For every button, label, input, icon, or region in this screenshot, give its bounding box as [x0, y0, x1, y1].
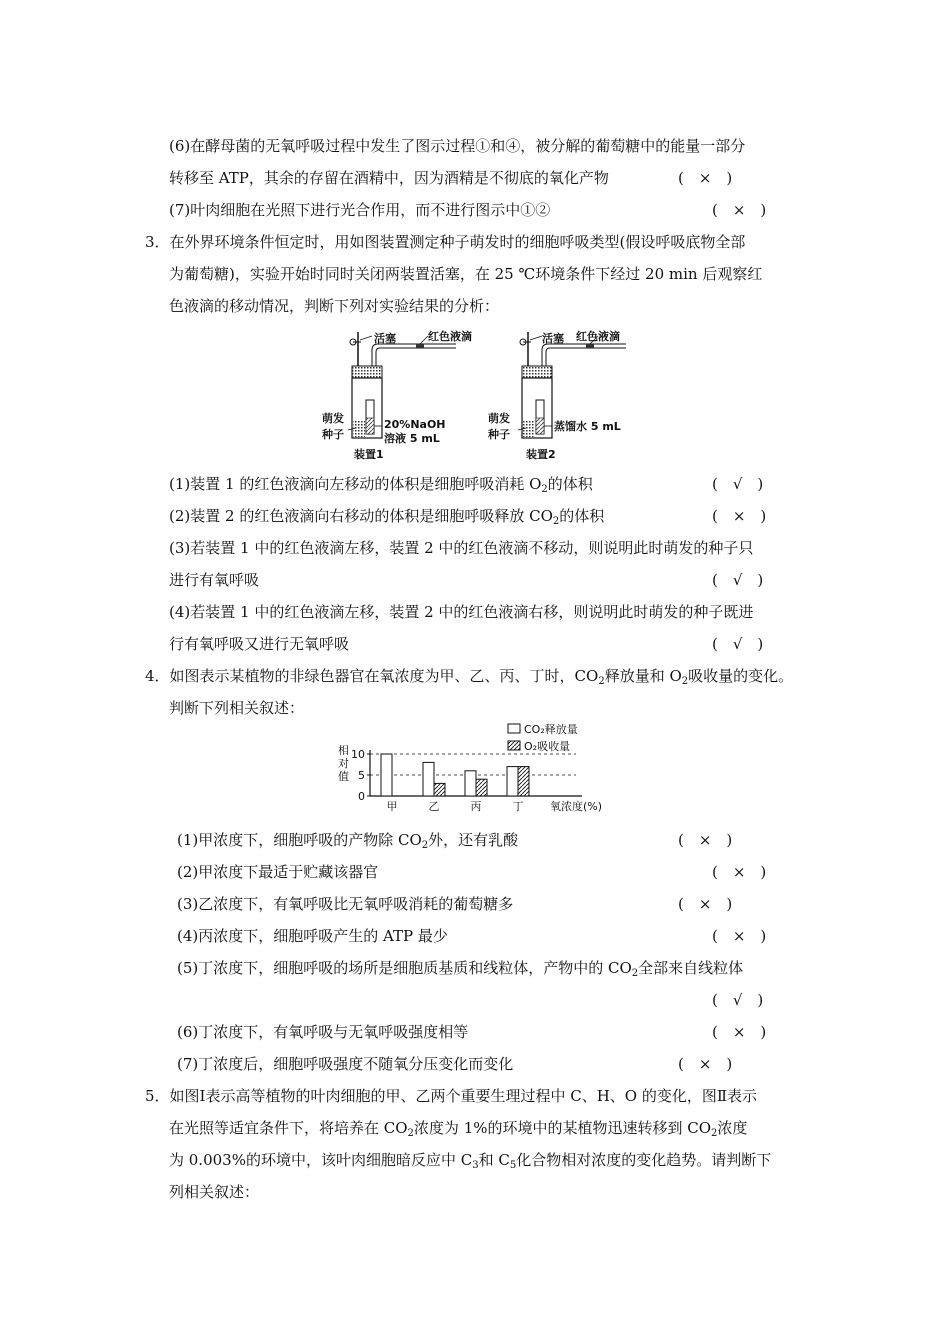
device-1-valve-leader: [360, 336, 372, 340]
bar-o2-1: [434, 783, 445, 796]
q4-item5: (5)丁浓度下，细胞呼吸的场所是细胞质基质和线粒体，产物中的 $CO_2$全部来自线粒体: [177, 959, 744, 979]
device-1: [321, 329, 472, 461]
q3-item4-line1: (4)若装置 1 中的红色液滴左移，装置 2 中的红色液滴右移，则说明此时萌发的种子既进: [169, 603, 754, 621]
device-1-valve-label: 活塞: [374, 332, 396, 345]
q4-item4-mark: ( × ): [712, 927, 767, 945]
q4-item1: (1)甲浓度下，细胞呼吸的产物除 $CO_2$外，还有乳酸: [177, 831, 519, 851]
q4-item5-mark: ( √ ): [712, 991, 764, 1009]
device-2: [487, 329, 626, 461]
q4-stem-line1: 4．如图表示某植物的非绿色器官在氧浓度为甲、乙、丙、丁时，$CO_2$释放量和 $O_2$吸收量的变化。: [145, 667, 794, 687]
x-category-label: 丁: [512, 800, 524, 813]
device-1-stopper: [352, 366, 382, 378]
q3-item1-mark: ( √ ): [712, 475, 764, 493]
device-2-stopper: [522, 366, 552, 378]
q3-item2: (2)装置 2 的红色液滴向右移动的体积是细胞呼吸释放 $CO_2$的体积: [169, 507, 605, 527]
y-axis-label-3: 值: [338, 770, 349, 783]
device-2-valve-leader: [530, 336, 542, 340]
device-1-seed-label-1: 萌发: [322, 412, 344, 425]
device-1-outlet-pipe: [372, 344, 456, 366]
bar-co2-0: [381, 754, 392, 796]
device-1-droplet-label: 红色液滴: [428, 330, 472, 343]
device-1-droplet-leader: [420, 336, 428, 344]
device-1-solution-label-1: 20%NaOH: [384, 418, 446, 431]
q4-item6: (6)丁浓度下，有氧呼吸与无氧呼吸强度相等: [177, 1023, 469, 1041]
q4-item4: (4)丙浓度下，细胞呼吸产生的 ATP 最少: [177, 927, 448, 945]
y-tick-label-5: 5: [358, 769, 365, 782]
x-category-label: 乙: [428, 800, 440, 813]
legend-swatch-o2: [508, 741, 520, 750]
q3-item3-line1: (3)若装置 1 中的红色液滴左移，装置 2 中的红色液滴不移动，则说明此时萌发的种子只: [169, 539, 754, 557]
device-2-seed-label-2: 种子: [488, 428, 510, 441]
q2-item6-line1: (6)在酵母菌的无氧呼吸过程中发生了图示过程①和④，被分解的葡萄糖中的能量一部分: [169, 137, 746, 155]
bar-o2-3: [518, 767, 529, 796]
q3-stem-line2: 为葡萄糖)，实验开始时同时关闭两装置活塞，在 25 ℃环境条件下经过 20 min 后观察红: [169, 265, 763, 283]
y-tick-label-0: 0: [358, 790, 365, 803]
y-axis-label-1: 相: [338, 744, 349, 757]
device-2-droplet-label: 红色液滴: [576, 330, 620, 343]
q4-item2-mark: ( × ): [712, 863, 767, 881]
bar-co2-2: [465, 771, 476, 796]
q2-item6-mark: ( × ): [678, 169, 733, 187]
q3-stem-line3: 色液滴的移动情况，判断下列对实验结果的分析：: [169, 297, 500, 315]
legend-label-co2: CO₂释放量: [524, 723, 578, 736]
device-2-name: 装置2: [526, 448, 556, 461]
device-2-water: [536, 418, 544, 434]
device-1-name: 装置1: [354, 448, 384, 461]
q3-item4-mark: ( √ ): [712, 635, 764, 653]
q3-item3-mark: ( √ ): [712, 571, 764, 589]
device-1-seed-label-2: 种子: [322, 428, 344, 441]
oxygen-bar-chart: [334, 718, 624, 818]
y-axis-label-2: 对: [338, 757, 349, 770]
bar-co2-1: [423, 762, 434, 796]
q5-line3: 为 0.003%的环境中，该叶肉细胞暗反应中 $C_3$和 $C_5$化合物相对浓度的变化趋势。请判断下: [169, 1151, 772, 1171]
q5-line4: 列相关叙述：: [169, 1183, 260, 1201]
q4-item2: (2)甲浓度下最适于贮藏该器官: [177, 863, 379, 881]
device-2-water-label: 蒸馏水 5 mL: [554, 420, 621, 433]
q4-stem-line2: 判断下列相关叙述：: [169, 699, 305, 717]
bar-o2-2: [476, 779, 487, 796]
x-category-label: 甲: [386, 800, 398, 813]
q4-item6-mark: ( × ): [712, 1023, 767, 1041]
q5-line1: 5．如图Ⅰ表示高等植物的叶肉细胞的甲、乙两个重要生理过程中 C、H、O 的变化，图Ⅱ表示: [145, 1087, 758, 1105]
q2-item7-mark: ( × ): [712, 201, 767, 219]
x-category-label: 丙: [470, 800, 482, 813]
q3-item4-line2: 行有氧呼吸又进行无氧呼吸: [169, 635, 350, 653]
legend-label-o2: O₂吸收量: [524, 740, 571, 753]
q4-item3-mark: ( × ): [678, 895, 733, 913]
device-2-seed-label-1: 萌发: [488, 412, 510, 425]
x-axis-label: 氧浓度(%): [550, 800, 603, 813]
bar-co2-3: [507, 767, 518, 796]
device-2-outlet-pipe: [542, 344, 626, 366]
legend-swatch-co2: [508, 724, 520, 733]
device-1-solution-label-2: 溶液 5 mL: [384, 432, 440, 445]
q4-item3: (3)乙浓度下，有氧呼吸比无氧呼吸消耗的葡萄糖多: [177, 895, 514, 913]
y-tick-label-10: 10: [351, 748, 365, 761]
q4-item7: (7)丁浓度后，细胞呼吸强度不随氧分压变化而变化: [177, 1055, 514, 1073]
q3-item1: (1)装置 1 的红色液滴向左移动的体积是细胞呼吸消耗 $O_2$的体积: [169, 475, 593, 495]
q5-line2: 在光照等适宜条件下，将培养在 $CO_2$浓度为 1%的环境中的某植物迅速转移到 $CO_2$浓度: [169, 1119, 748, 1139]
q3-stem-line1: 3．在外界环境条件恒定时，用如图装置测定种子萌发时的细胞呼吸类型(假设呼吸底物全部: [145, 233, 746, 251]
apparatus-figure: [316, 322, 636, 462]
device-2-droplet: [586, 344, 594, 348]
device-2-valve-label: 活塞: [542, 332, 564, 345]
device-1-droplet: [416, 344, 424, 348]
q3-item3-line2: 进行有氧呼吸: [169, 571, 260, 589]
q4-item1-mark: ( × ): [678, 831, 733, 849]
q4-item7-mark: ( × ): [678, 1055, 733, 1073]
q3-item2-mark: ( × ): [712, 507, 767, 525]
q2-item7: (7)叶肉细胞在光照下进行光合作用，而不进行图示中①②: [169, 201, 551, 219]
q2-item6-line2: 转移至 ATP，其余的存留在酒精中，因为酒精是不彻底的氧化产物: [169, 169, 609, 187]
device-1-solution: [366, 418, 374, 434]
